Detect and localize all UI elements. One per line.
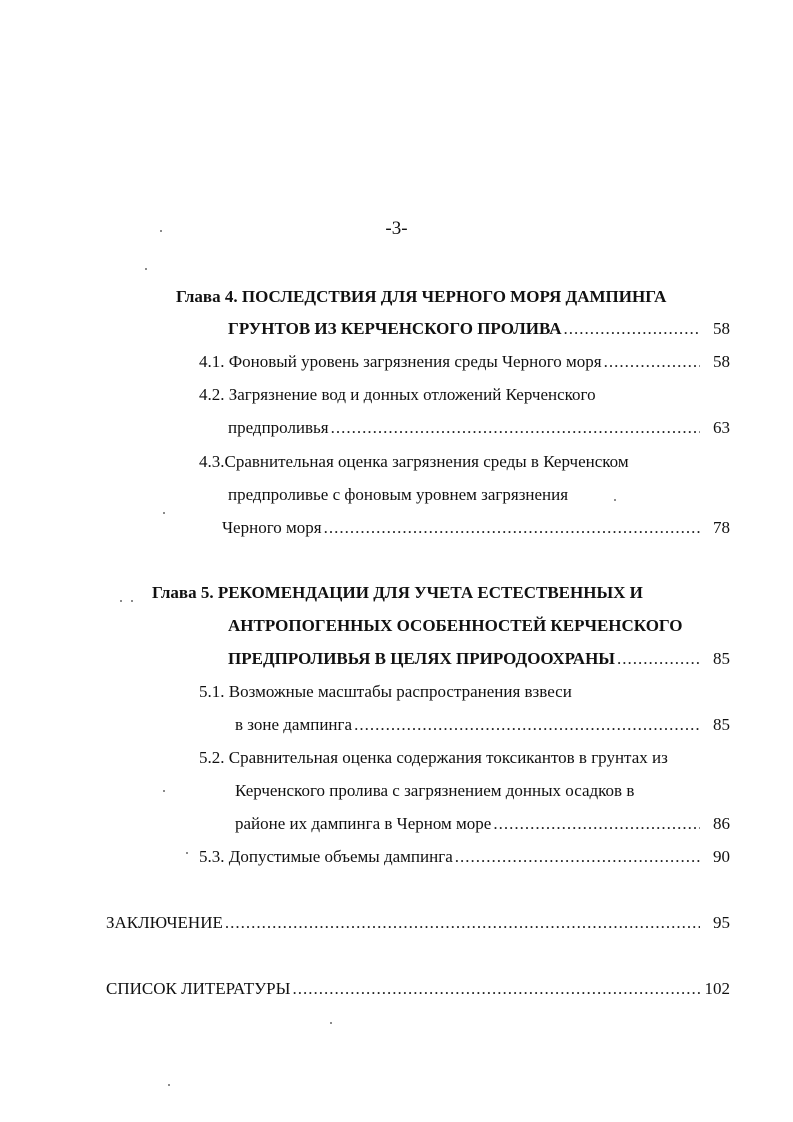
- scan-speck: [614, 499, 616, 501]
- toc-entry-5-2-line2: Керченского пролива с загрязнением донных осадков в: [235, 781, 635, 800]
- leader-dots: [292, 978, 700, 1000]
- leader-dots: [617, 648, 700, 670]
- scan-speck: [131, 600, 133, 602]
- toc-entry-4-3-page: 78: [713, 518, 730, 537]
- toc-entry-4-2-line1: 4.2. Загрязнение вод и донных отложений Керченского: [199, 385, 596, 404]
- toc-entry-conclusion-page: 95: [713, 913, 730, 932]
- toc-entry-5-1: [235, 714, 730, 736]
- scan-speck: [163, 512, 165, 514]
- scan-speck: [330, 1022, 332, 1024]
- toc-entry-4-2-page: 63: [713, 418, 730, 437]
- scan-speck: [145, 268, 147, 270]
- toc-entry-5-1-text: в зоне дампинга: [235, 715, 353, 734]
- chapter4-title-text: ГРУНТОВ ИЗ КЕРЧЕНСКОГО ПРОЛИВА: [228, 319, 562, 338]
- leader-dots: [225, 912, 700, 934]
- leader-dots: [331, 417, 700, 439]
- toc-entry-conclusion: [106, 912, 730, 934]
- toc-entry-5-3-page: 90: [713, 847, 730, 866]
- scan-speck: [120, 600, 122, 602]
- toc-entry-references-text: СПИСОК ЛИТЕРАТУРЫ: [106, 979, 291, 998]
- toc-entry-5-2-text: районе их дампинга в Черном море: [235, 814, 492, 833]
- leader-dots: [455, 846, 700, 868]
- toc-entry-4-3-text: Черного моря: [222, 518, 322, 537]
- toc-entry-5-2-line1: 5.2. Сравнительная оценка содержания токсикантов в грунтах из: [199, 748, 668, 767]
- toc-entry-5-2-page: 86: [713, 814, 730, 833]
- chapter4-title-line2: [228, 318, 730, 340]
- scan-speck: [160, 230, 162, 232]
- toc-entry-4-3-line2: предпроливье с фоновым уровнем загрязнения: [228, 485, 569, 504]
- scan-speck: [163, 790, 165, 792]
- leader-dots: [354, 714, 700, 736]
- chapter5-title-line3: [228, 648, 730, 670]
- chapter5-page: 85: [713, 649, 730, 668]
- scan-speck: [186, 852, 188, 854]
- toc-entry-4-2: [228, 417, 730, 439]
- toc-entry-5-3-text: 5.3. Допустимые объемы дампинга: [199, 847, 453, 866]
- toc-entry-4-1-page: 58: [713, 352, 730, 371]
- chapter4-title-line1: Глава 4. ПОСЛЕДСТВИЯ ДЛЯ ЧЕРНОГО МОРЯ ДАМПИНГА: [176, 287, 667, 306]
- leader-dots: [564, 318, 700, 340]
- chapter5-title-line1: Глава 5. РЕКОМЕНДАЦИИ ДЛЯ УЧЕТА ЕСТЕСТВЕННЫХ И: [152, 583, 643, 602]
- leader-dots: [324, 517, 700, 539]
- toc-entry-references-page: 102: [704, 979, 730, 998]
- toc-entry-4-3: [222, 517, 730, 539]
- toc-entry-5-1-line1: 5.1. Возможные масштабы распространения взвеси: [199, 682, 572, 701]
- chapter4-page: 58: [713, 319, 730, 338]
- chapter5-title-text: ПРЕДПРОЛИВЬЯ В ЦЕЛЯХ ПРИРОДООХРАНЫ: [228, 649, 615, 668]
- page-number: -3-: [385, 218, 408, 239]
- toc-entry-4-1: [199, 351, 730, 373]
- leader-dots: [604, 351, 700, 373]
- toc-entry-4-1-text: 4.1. Фоновый уровень загрязнения среды Черного моря: [199, 352, 602, 371]
- toc-entry-5-2: [235, 813, 730, 835]
- toc-entry-5-3: [199, 846, 730, 868]
- leader-dots: [493, 813, 700, 835]
- toc-entry-4-3-line1: 4.3.Сравнительная оценка загрязнения среды в Керченском: [199, 452, 629, 471]
- toc-entry-references: [106, 978, 730, 1000]
- chapter5-title-line2: АНТРОПОГЕННЫХ ОСОБЕННОСТЕЙ КЕРЧЕНСКОГО: [228, 616, 683, 635]
- toc-entry-conclusion-text: ЗАКЛЮЧЕНИЕ: [106, 913, 223, 932]
- toc-entry-5-1-page: 85: [713, 715, 730, 734]
- scan-speck: [168, 1084, 170, 1086]
- toc-entry-4-2-text: предпроливья: [228, 418, 329, 437]
